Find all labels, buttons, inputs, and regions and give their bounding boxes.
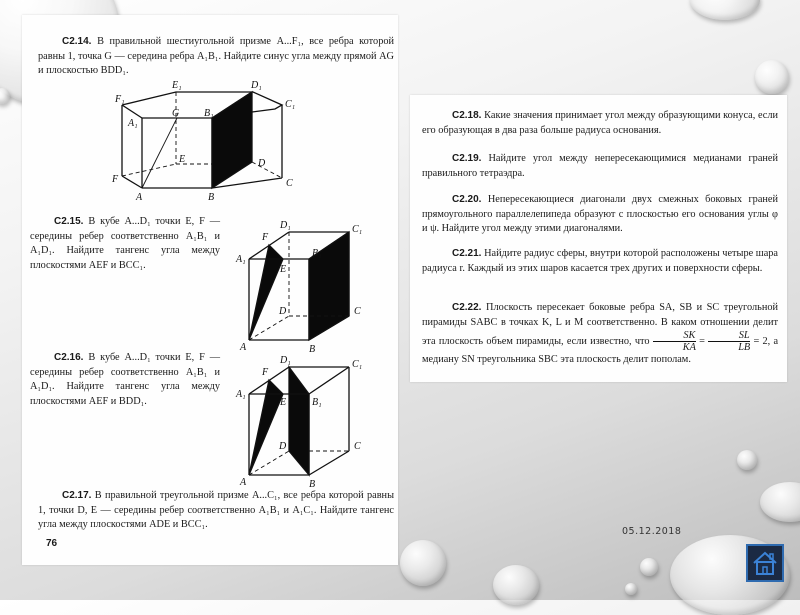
problem-number: C2.14. (62, 36, 92, 47)
problem-text: Непересекающиеся диагонали двух смежных боковых граней прямоугольного параллелепипеда образуют с плоскостью его основания углы φ и ψ. Найдите угол между этими диагоналями. (422, 194, 778, 234)
cube-figure-aef-bdd1 (22, 345, 398, 490)
problem-text: Найдите угол между непересекающимися медианами граней правильного тетраэдра. (422, 153, 778, 179)
problem-number: C2.22. (452, 302, 482, 313)
vertex-label: E₁ (172, 80, 182, 91)
vertex-label: A (240, 342, 247, 353)
water-drop-decoration (400, 540, 446, 586)
textbook-page-right (410, 95, 787, 382)
textbook-page-left (22, 15, 398, 565)
page-number: 76 (46, 538, 58, 549)
water-drop-decoration (625, 583, 637, 595)
problem-text-before: Плоскость пересекает боковые ребра SA, SB и SC треугольной пирамиды SABC в точках K, L и M соответственно. В каком отношении делит эта плоскость объем пирамиды, если известно, что (422, 302, 778, 347)
home-icon (752, 550, 778, 576)
vertex-label: C (286, 178, 293, 189)
vertex-label: E (179, 154, 186, 165)
problem-c2-14 (38, 35, 394, 79)
vertex-label: C (354, 306, 361, 317)
water-drop-decoration (493, 565, 539, 605)
vertex-label: A₁ (236, 389, 246, 400)
vertex-label: F (262, 367, 269, 378)
problem-text: Найдите радиус сферы, внутри которой расположены четыре шара радиуса r. Каждый из этих шаров касается трех других и поверхности сферы. (422, 248, 778, 274)
problem-c2-22 (422, 301, 778, 368)
vertex-label: E (280, 264, 287, 275)
problem-text: В правильной треугольной призме A...C₁, все ребра которой равны 1, точки D, E — середины ребер соответственно A₁B₁ и A₁C₁. Найдите тангенс угла между плоскостями ADE и BCC₁. (38, 490, 394, 530)
problem-c2-17 (38, 489, 394, 533)
vertex-label: C₁ (352, 359, 363, 370)
problem-text: В правильной шестиугольной призме A...F₁, все ребра которой равны 1, точка G — середина ребра A₁B₁. Найдите синус угла между прямой AG и плоскостью BDD₁. (38, 36, 394, 76)
vertex-label: A (136, 192, 143, 203)
shaded-plane-bdd1 (212, 92, 252, 188)
problem-text: В кубе A...D₁ точки E, F — середины ребер соответственно A₁B₁ и A₁D₁. Найдите тангенс угла между плоскостями AEF и BCC₁. (30, 216, 220, 271)
prism-edge (122, 176, 142, 188)
cube-figure-aef-bcc1 (22, 210, 398, 355)
vertex-label: B₁ (312, 397, 322, 408)
shaded-plane-bdd1 (289, 367, 309, 475)
fraction-numerator: SK (653, 330, 696, 342)
slide-date: 05.12.2018 (622, 526, 682, 537)
problem-c2-18 (422, 109, 778, 138)
vertex-label: B (309, 344, 316, 355)
fraction-denominator: KA (682, 342, 696, 353)
vertex-label: B (208, 192, 215, 203)
prism-edge (122, 105, 142, 118)
vertex-label: B₁ (204, 108, 214, 119)
problem-text-after: а медиану SN треугольника SBC эта плоскость делит пополам. (422, 335, 779, 365)
vertex-label: F (112, 174, 119, 185)
vertex-label: D₁ (280, 220, 291, 231)
vertex-label: D (279, 306, 287, 317)
vertex-label: D₁ (251, 80, 262, 91)
problem-number: C2.21. (452, 248, 482, 259)
vertex-label: C₁ (285, 99, 296, 110)
water-drop-decoration (0, 88, 10, 104)
vertex-label: F₁ (115, 94, 125, 105)
vertex-label: B₁ (312, 248, 322, 259)
problem-text: Какие значения принимает угол между образующими конуса, если его образующая в два раза больше радиуса основания. (422, 110, 778, 136)
vertex-label: A₁ (128, 118, 138, 129)
vertex-label: G (172, 108, 180, 119)
problem-number: C2.15. (54, 216, 84, 227)
vertex-label: D₁ (280, 355, 291, 366)
problem-number: C2.17. (62, 490, 92, 501)
fraction-sk-ka (653, 330, 696, 353)
problem-number: C2.18. (452, 110, 482, 121)
hexagonal-prism-figure (22, 80, 398, 210)
problem-c2-21 (422, 247, 778, 276)
segment-ag (142, 118, 177, 188)
prism-top-edges (122, 92, 282, 112)
fraction-numerator: SL (708, 330, 750, 342)
problem-number: C2.16. (54, 352, 84, 363)
fraction-denominator: LB (738, 342, 751, 353)
problem-c2-20 (422, 193, 778, 237)
problem-number: C2.19. (452, 153, 482, 164)
vertex-label: B (309, 479, 316, 490)
water-drop-decoration (755, 60, 789, 94)
water-drop-decoration (760, 482, 800, 522)
cube-edge (309, 367, 349, 394)
problem-number: C2.20. (452, 194, 482, 205)
equals-value: = 2, (753, 335, 771, 347)
vertex-label: A (240, 477, 247, 488)
vertex-label: D (279, 441, 287, 452)
vertex-label: C₁ (352, 224, 363, 235)
water-drop-decoration (640, 558, 658, 576)
vertex-label: F (262, 232, 269, 243)
home-button[interactable] (746, 544, 784, 582)
equals-sign: = (699, 335, 705, 347)
water-drop-decoration (737, 450, 757, 470)
vertex-label: D (258, 158, 266, 169)
prism-hidden-edge (252, 162, 282, 178)
problem-c2-19 (422, 152, 778, 181)
fraction-sl-lb (708, 330, 750, 353)
cube-edge (309, 451, 349, 475)
problem-text: В кубе A...D₁ точки E, F — середины ребер соответственно A₁B₁ и A₁D₁. Найдите тангенс угла между плоскостями AEF и BDD₁. (30, 352, 220, 407)
vertex-label: A₁ (236, 254, 246, 265)
vertex-label: C (354, 441, 361, 452)
water-drop-decoration (690, 0, 760, 20)
vertex-label: E (280, 397, 287, 408)
